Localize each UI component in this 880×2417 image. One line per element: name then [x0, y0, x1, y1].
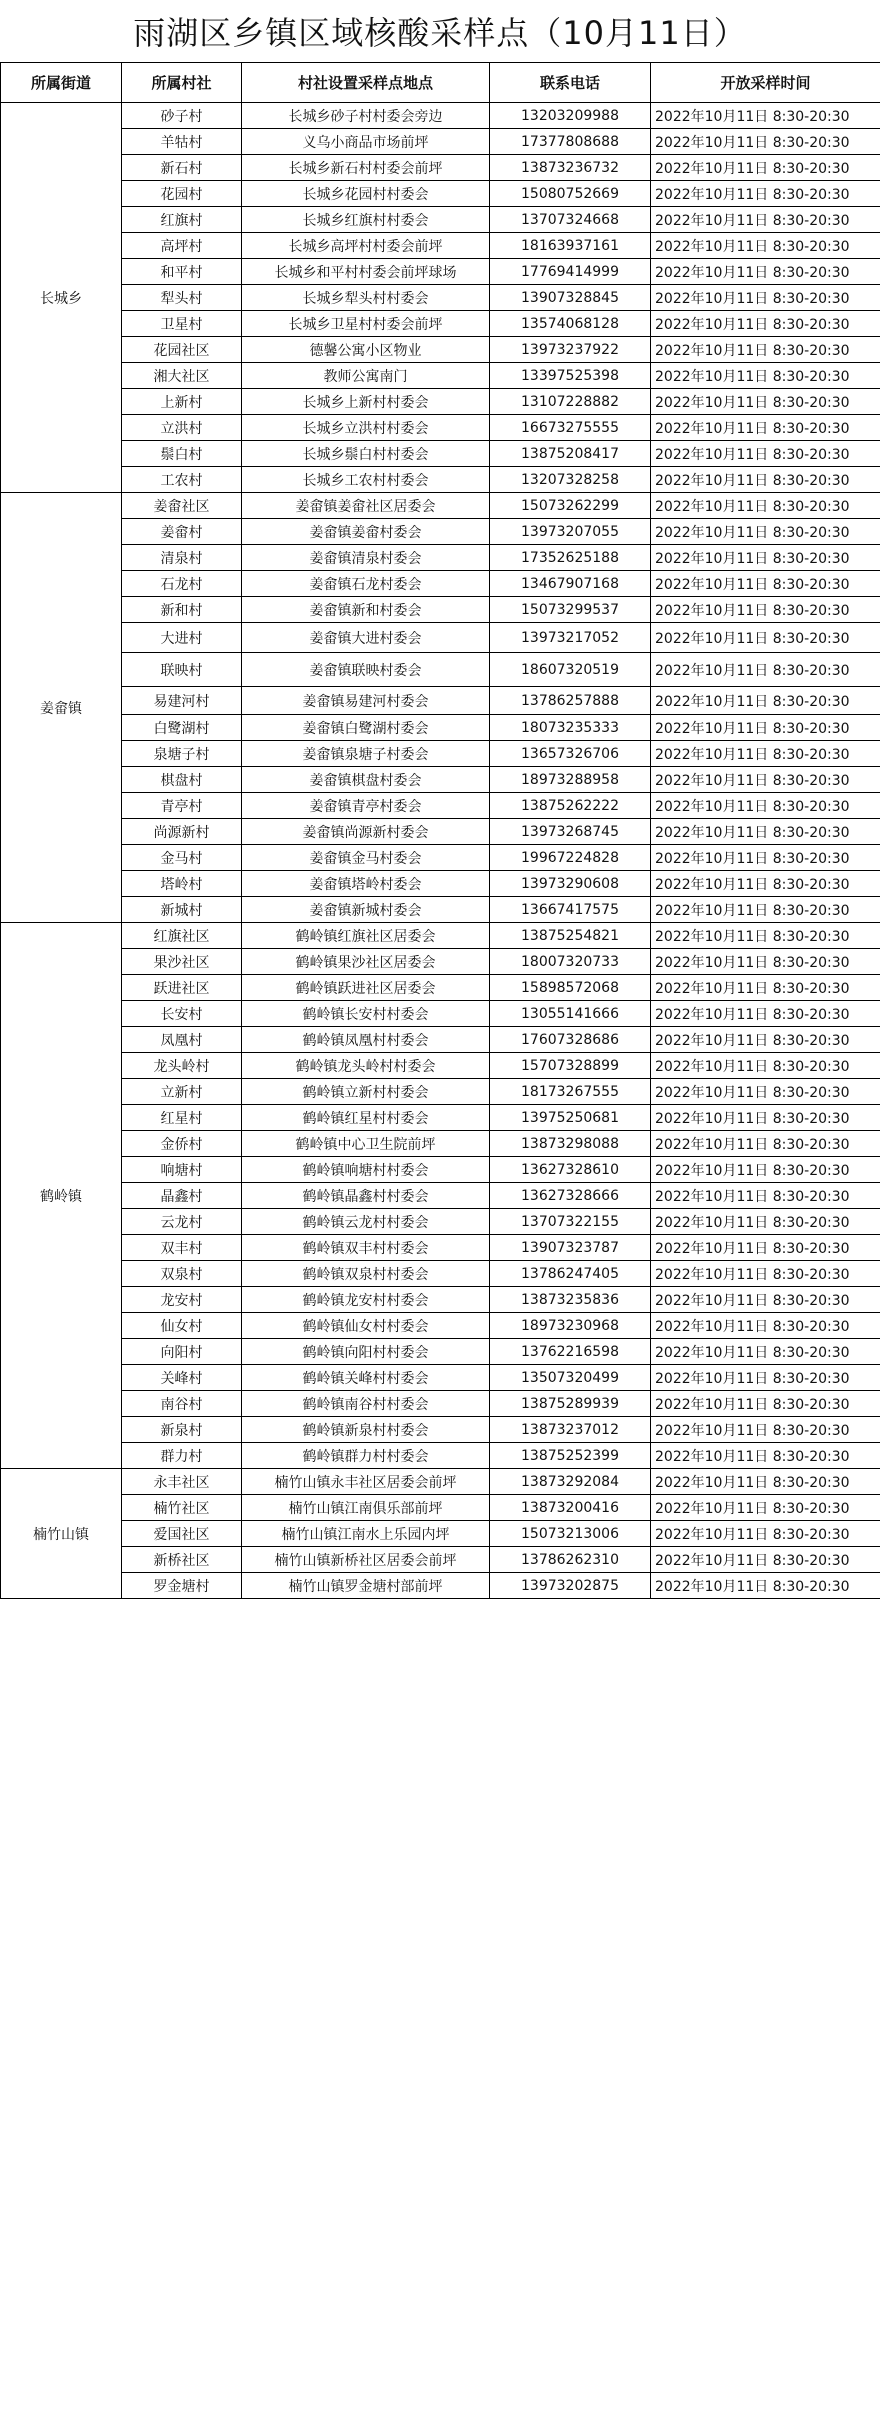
- table-row: [1, 1417, 880, 1443]
- table-row: [1, 259, 880, 285]
- table-row: [1, 103, 880, 129]
- village-cell: 南谷村: [122, 1391, 242, 1417]
- location-cell: 姜畲镇联映村委会: [242, 653, 490, 687]
- village-cell: 新和村: [122, 597, 242, 623]
- phone-cell: 13627328610: [490, 1157, 651, 1183]
- village-cell: 青亭村: [122, 793, 242, 819]
- phone-cell: 13907323787: [490, 1235, 651, 1261]
- location-cell: 姜畲镇塔岭村委会: [242, 871, 490, 897]
- time-cell: 2022年10月11日 8:30-20:30: [651, 363, 880, 389]
- village-cell: 犁头村: [122, 285, 242, 311]
- time-cell: 2022年10月11日 8:30-20:30: [651, 493, 880, 519]
- time-cell: 2022年10月11日 8:30-20:30: [651, 715, 880, 741]
- phone-cell: 13973202875: [490, 1573, 651, 1599]
- village-cell: 红星村: [122, 1105, 242, 1131]
- table-row: [1, 1469, 880, 1495]
- table-row: [1, 767, 880, 793]
- phone-cell: 13467907168: [490, 571, 651, 597]
- table-row: [1, 897, 880, 923]
- phone-cell: 15073213006: [490, 1521, 651, 1547]
- time-cell: 2022年10月11日 8:30-20:30: [651, 129, 880, 155]
- table-row: [1, 715, 880, 741]
- time-cell: 2022年10月11日 8:30-20:30: [651, 1001, 880, 1027]
- time-cell: 2022年10月11日 8:30-20:30: [651, 415, 880, 441]
- phone-cell: 13875262222: [490, 793, 651, 819]
- location-cell: 鹤岭镇双泉村村委会: [242, 1261, 490, 1287]
- phone-cell: 13875252399: [490, 1443, 651, 1469]
- location-cell: 鹤岭镇龙头岭村村委会: [242, 1053, 490, 1079]
- location-cell: 鹤岭镇红星村村委会: [242, 1105, 490, 1131]
- location-cell: 姜畲镇姜畲村委会: [242, 519, 490, 545]
- location-cell: 鹤岭镇向阳村村委会: [242, 1339, 490, 1365]
- phone-cell: 13907328845: [490, 285, 651, 311]
- location-cell: 鹤岭镇响塘村村委会: [242, 1157, 490, 1183]
- village-cell: 立新村: [122, 1079, 242, 1105]
- table-row: [1, 687, 880, 715]
- phone-cell: 13873236732: [490, 155, 651, 181]
- page-title: 雨湖区乡镇区域核酸采样点（10月11日）: [133, 14, 747, 52]
- village-cell: 上新村: [122, 389, 242, 415]
- village-cell: 双泉村: [122, 1261, 242, 1287]
- village-cell: 罗金塘村: [122, 1573, 242, 1599]
- location-cell: 长城乡鬃白村村委会: [242, 441, 490, 467]
- table-row: [1, 181, 880, 207]
- time-cell: 2022年10月11日 8:30-20:30: [651, 155, 880, 181]
- time-cell: 2022年10月11日 8:30-20:30: [651, 1469, 880, 1495]
- phone-cell: 13875289939: [490, 1391, 651, 1417]
- time-cell: 2022年10月11日 8:30-20:30: [651, 1105, 880, 1131]
- village-cell: 花园村: [122, 181, 242, 207]
- phone-cell: 18973288958: [490, 767, 651, 793]
- location-cell: 长城乡上新村村委会: [242, 389, 490, 415]
- phone-cell: 13875254821: [490, 923, 651, 949]
- location-cell: 姜畲镇青亭村委会: [242, 793, 490, 819]
- village-cell: 晶鑫村: [122, 1183, 242, 1209]
- location-cell: 鹤岭镇凤凰村村委会: [242, 1027, 490, 1053]
- phone-cell: 13973217052: [490, 623, 651, 653]
- village-cell: 响塘村: [122, 1157, 242, 1183]
- phone-cell: 13973237922: [490, 337, 651, 363]
- village-cell: 云龙村: [122, 1209, 242, 1235]
- time-cell: 2022年10月11日 8:30-20:30: [651, 519, 880, 545]
- phone-cell: 13507320499: [490, 1365, 651, 1391]
- village-cell: 龙头岭村: [122, 1053, 242, 1079]
- time-cell: 2022年10月11日 8:30-20:30: [651, 285, 880, 311]
- phone-cell: 15707328899: [490, 1053, 651, 1079]
- village-cell: 湘大社区: [122, 363, 242, 389]
- time-cell: 2022年10月11日 8:30-20:30: [651, 1443, 880, 1469]
- phone-cell: 13786247405: [490, 1261, 651, 1287]
- time-cell: 2022年10月11日 8:30-20:30: [651, 949, 880, 975]
- phone-cell: 18973230968: [490, 1313, 651, 1339]
- time-cell: 2022年10月11日 8:30-20:30: [651, 1235, 880, 1261]
- time-cell: 2022年10月11日 8:30-20:30: [651, 103, 880, 129]
- phone-cell: 13657326706: [490, 741, 651, 767]
- location-cell: 姜畲镇石龙村委会: [242, 571, 490, 597]
- village-cell: 泉塘子村: [122, 741, 242, 767]
- phone-cell: 15073299537: [490, 597, 651, 623]
- location-cell: 教师公寓南门: [242, 363, 490, 389]
- phone-cell: 19967224828: [490, 845, 651, 871]
- header-row: [1, 63, 880, 103]
- table-row: [1, 1209, 880, 1235]
- table-row: [1, 415, 880, 441]
- phone-cell: 13973268745: [490, 819, 651, 845]
- phone-cell: 17352625188: [490, 545, 651, 571]
- phone-cell: 13627328666: [490, 1183, 651, 1209]
- phone-cell: 13707322155: [490, 1209, 651, 1235]
- table-row: [1, 975, 880, 1001]
- phone-cell: 17607328686: [490, 1027, 651, 1053]
- location-cell: 长城乡红旗村村委会: [242, 207, 490, 233]
- time-cell: 2022年10月11日 8:30-20:30: [651, 1521, 880, 1547]
- phone-cell: 18607320519: [490, 653, 651, 687]
- location-cell: 姜畲镇清泉村委会: [242, 545, 490, 571]
- table-row: [1, 793, 880, 819]
- phone-cell: 17769414999: [490, 259, 651, 285]
- village-cell: 红旗社区: [122, 923, 242, 949]
- time-cell: 2022年10月11日 8:30-20:30: [651, 1131, 880, 1157]
- phone-cell: 13207328258: [490, 467, 651, 493]
- location-cell: 长城乡犁头村村委会: [242, 285, 490, 311]
- time-cell: 2022年10月11日 8:30-20:30: [651, 653, 880, 687]
- location-cell: 楠竹山镇江南俱乐部前坪: [242, 1495, 490, 1521]
- phone-cell: 13873298088: [490, 1131, 651, 1157]
- location-cell: 姜畲镇新城村委会: [242, 897, 490, 923]
- location-cell: 长城乡卫星村村委会前坪: [242, 311, 490, 337]
- time-cell: 2022年10月11日 8:30-20:30: [651, 623, 880, 653]
- village-cell: 向阳村: [122, 1339, 242, 1365]
- phone-cell: 18173267555: [490, 1079, 651, 1105]
- location-cell: 鹤岭镇立新村村委会: [242, 1079, 490, 1105]
- table-row: [1, 1287, 880, 1313]
- location-cell: 长城乡新石村村委会前坪: [242, 155, 490, 181]
- village-cell: 金侨村: [122, 1131, 242, 1157]
- phone-cell: 13873292084: [490, 1469, 651, 1495]
- phone-cell: 13973290608: [490, 871, 651, 897]
- table-row: [1, 1495, 880, 1521]
- time-cell: 2022年10月11日 8:30-20:30: [651, 1547, 880, 1573]
- location-cell: 姜畲镇大进村委会: [242, 623, 490, 653]
- location-cell: 长城乡立洪村村委会: [242, 415, 490, 441]
- village-cell: 新桥社区: [122, 1547, 242, 1573]
- location-cell: 鹤岭镇长安村村委会: [242, 1001, 490, 1027]
- time-cell: 2022年10月11日 8:30-20:30: [651, 793, 880, 819]
- header-street: 所属街道: [1, 63, 122, 103]
- time-cell: 2022年10月11日 8:30-20:30: [651, 1313, 880, 1339]
- table-row: [1, 1001, 880, 1027]
- table-row: [1, 845, 880, 871]
- time-cell: 2022年10月11日 8:30-20:30: [651, 1417, 880, 1443]
- table-row: [1, 741, 880, 767]
- village-cell: 砂子村: [122, 103, 242, 129]
- village-cell: 凤凰村: [122, 1027, 242, 1053]
- time-cell: 2022年10月11日 8:30-20:30: [651, 767, 880, 793]
- village-cell: 花园社区: [122, 337, 242, 363]
- location-cell: 鹤岭镇中心卫生院前坪: [242, 1131, 490, 1157]
- location-cell: 姜畲镇泉塘子村委会: [242, 741, 490, 767]
- table-row: [1, 1079, 880, 1105]
- header-phone: 联系电话: [490, 63, 651, 103]
- village-cell: 永丰社区: [122, 1469, 242, 1495]
- location-cell: 长城乡高坪村村委会前坪: [242, 233, 490, 259]
- location-cell: 姜畲镇白鹭湖村委会: [242, 715, 490, 741]
- time-cell: 2022年10月11日 8:30-20:30: [651, 741, 880, 767]
- village-cell: 姜畲社区: [122, 493, 242, 519]
- village-cell: 龙安村: [122, 1287, 242, 1313]
- location-cell: 鹤岭镇龙安村村委会: [242, 1287, 490, 1313]
- village-cell: 爱国社区: [122, 1521, 242, 1547]
- time-cell: 2022年10月11日 8:30-20:30: [651, 571, 880, 597]
- time-cell: 2022年10月11日 8:30-20:30: [651, 1183, 880, 1209]
- table-row: [1, 1235, 880, 1261]
- street-cell: 鹤岭镇: [1, 923, 122, 1469]
- table-row: [1, 1053, 880, 1079]
- village-cell: 石龙村: [122, 571, 242, 597]
- table-row: [1, 311, 880, 337]
- time-cell: 2022年10月11日 8:30-20:30: [651, 1495, 880, 1521]
- table-body: [1, 103, 880, 1599]
- table-row: [1, 623, 880, 653]
- time-cell: 2022年10月11日 8:30-20:30: [651, 923, 880, 949]
- village-cell: 跃进社区: [122, 975, 242, 1001]
- table-row: [1, 819, 880, 845]
- phone-cell: 16673275555: [490, 415, 651, 441]
- location-cell: 鹤岭镇群力村村委会: [242, 1443, 490, 1469]
- phone-cell: 13973207055: [490, 519, 651, 545]
- time-cell: 2022年10月11日 8:30-20:30: [651, 545, 880, 571]
- location-cell: 鹤岭镇跃进社区居委会: [242, 975, 490, 1001]
- location-cell: 长城乡花园村村委会: [242, 181, 490, 207]
- location-cell: 楠竹山镇永丰社区居委会前坪: [242, 1469, 490, 1495]
- table-row: [1, 1339, 880, 1365]
- location-cell: 姜畲镇新和村委会: [242, 597, 490, 623]
- table-row: [1, 1261, 880, 1287]
- phone-cell: 13667417575: [490, 897, 651, 923]
- location-cell: 鹤岭镇南谷村村委会: [242, 1391, 490, 1417]
- street-cell: 姜畲镇: [1, 493, 122, 923]
- phone-cell: 13873235836: [490, 1287, 651, 1313]
- village-cell: 仙女村: [122, 1313, 242, 1339]
- time-cell: 2022年10月11日 8:30-20:30: [651, 975, 880, 1001]
- table-row: [1, 155, 880, 181]
- phone-cell: 13203209988: [490, 103, 651, 129]
- time-cell: 2022年10月11日 8:30-20:30: [651, 233, 880, 259]
- village-cell: 塔岭村: [122, 871, 242, 897]
- village-cell: 双丰村: [122, 1235, 242, 1261]
- time-cell: 2022年10月11日 8:30-20:30: [651, 1287, 880, 1313]
- location-cell: 姜畲镇姜畲社区居委会: [242, 493, 490, 519]
- time-cell: 2022年10月11日 8:30-20:30: [651, 845, 880, 871]
- location-cell: 鹤岭镇关峰村村委会: [242, 1365, 490, 1391]
- location-cell: 姜畲镇棋盘村委会: [242, 767, 490, 793]
- table-row: [1, 1573, 880, 1599]
- table-row: [1, 1391, 880, 1417]
- phone-cell: 13397525398: [490, 363, 651, 389]
- time-cell: 2022年10月11日 8:30-20:30: [651, 311, 880, 337]
- table-row: [1, 1547, 880, 1573]
- time-cell: 2022年10月11日 8:30-20:30: [651, 687, 880, 715]
- table-row: [1, 1183, 880, 1209]
- time-cell: 2022年10月11日 8:30-20:30: [651, 1079, 880, 1105]
- phone-cell: 13875208417: [490, 441, 651, 467]
- table-row: [1, 923, 880, 949]
- phone-cell: 13873237012: [490, 1417, 651, 1443]
- table-row: [1, 949, 880, 975]
- village-cell: 新城村: [122, 897, 242, 923]
- village-cell: 群力村: [122, 1443, 242, 1469]
- phone-cell: 13873200416: [490, 1495, 651, 1521]
- table-row: [1, 1443, 880, 1469]
- village-cell: 易建河村: [122, 687, 242, 715]
- table-row: [1, 545, 880, 571]
- table-row: [1, 207, 880, 233]
- table-row: [1, 363, 880, 389]
- time-cell: 2022年10月11日 8:30-20:30: [651, 441, 880, 467]
- location-cell: 姜畲镇易建河村委会: [242, 687, 490, 715]
- village-cell: 大进村: [122, 623, 242, 653]
- time-cell: 2022年10月11日 8:30-20:30: [651, 207, 880, 233]
- header-time: 开放采样时间: [651, 63, 880, 103]
- village-cell: 金马村: [122, 845, 242, 871]
- table-row: [1, 1313, 880, 1339]
- table-row: [1, 467, 880, 493]
- phone-cell: 18073235333: [490, 715, 651, 741]
- table-row: [1, 1521, 880, 1547]
- village-cell: 高坪村: [122, 233, 242, 259]
- phone-cell: 13786262310: [490, 1547, 651, 1573]
- location-cell: 长城乡和平村村委会前坪球场: [242, 259, 490, 285]
- location-cell: 姜畲镇金马村委会: [242, 845, 490, 871]
- village-cell: 红旗村: [122, 207, 242, 233]
- street-cell: 楠竹山镇: [1, 1469, 122, 1599]
- table-row: [1, 337, 880, 363]
- table-row: [1, 1157, 880, 1183]
- village-cell: 果沙社区: [122, 949, 242, 975]
- village-cell: 尚源新村: [122, 819, 242, 845]
- table-row: [1, 233, 880, 259]
- time-cell: 2022年10月11日 8:30-20:30: [651, 1027, 880, 1053]
- village-cell: 羊牯村: [122, 129, 242, 155]
- location-cell: 德馨公寓小区物业: [242, 337, 490, 363]
- village-cell: 联映村: [122, 653, 242, 687]
- time-cell: 2022年10月11日 8:30-20:30: [651, 1261, 880, 1287]
- village-cell: 清泉村: [122, 545, 242, 571]
- table-row: [1, 1105, 880, 1131]
- time-cell: 2022年10月11日 8:30-20:30: [651, 1573, 880, 1599]
- phone-cell: 15898572068: [490, 975, 651, 1001]
- village-cell: 楠竹社区: [122, 1495, 242, 1521]
- time-cell: 2022年10月11日 8:30-20:30: [651, 1365, 880, 1391]
- header-village: 所属村社: [122, 63, 242, 103]
- table-row: [1, 1365, 880, 1391]
- phone-cell: 17377808688: [490, 129, 651, 155]
- time-cell: 2022年10月11日 8:30-20:30: [651, 819, 880, 845]
- village-cell: 卫星村: [122, 311, 242, 337]
- village-cell: 立洪村: [122, 415, 242, 441]
- village-cell: 白鹭湖村: [122, 715, 242, 741]
- location-cell: 鹤岭镇果沙社区居委会: [242, 949, 490, 975]
- village-cell: 新泉村: [122, 1417, 242, 1443]
- time-cell: 2022年10月11日 8:30-20:30: [651, 389, 880, 415]
- time-cell: 2022年10月11日 8:30-20:30: [651, 181, 880, 207]
- location-cell: 姜畲镇尚源新村委会: [242, 819, 490, 845]
- phone-cell: 15080752669: [490, 181, 651, 207]
- table-row: [1, 519, 880, 545]
- time-cell: 2022年10月11日 8:30-20:30: [651, 597, 880, 623]
- phone-cell: 13055141666: [490, 1001, 651, 1027]
- table-row: [1, 493, 880, 519]
- table-row: [1, 285, 880, 311]
- village-cell: 新石村: [122, 155, 242, 181]
- village-cell: 棋盘村: [122, 767, 242, 793]
- table-row: [1, 1131, 880, 1157]
- village-cell: 工农村: [122, 467, 242, 493]
- table-row: [1, 1027, 880, 1053]
- time-cell: 2022年10月11日 8:30-20:30: [651, 467, 880, 493]
- location-cell: 义乌小商品市场前坪: [242, 129, 490, 155]
- location-cell: 长城乡工农村村委会: [242, 467, 490, 493]
- phone-cell: 13574068128: [490, 311, 651, 337]
- time-cell: 2022年10月11日 8:30-20:30: [651, 897, 880, 923]
- village-cell: 鬃白村: [122, 441, 242, 467]
- location-cell: 鹤岭镇云龙村村委会: [242, 1209, 490, 1235]
- location-cell: 鹤岭镇晶鑫村村委会: [242, 1183, 490, 1209]
- phone-cell: 13786257888: [490, 687, 651, 715]
- location-cell: 楠竹山镇罗金塘村部前坪: [242, 1573, 490, 1599]
- table-row: [1, 597, 880, 623]
- location-cell: 长城乡砂子村村委会旁边: [242, 103, 490, 129]
- location-cell: 鹤岭镇新泉村村委会: [242, 1417, 490, 1443]
- table-row: [1, 571, 880, 597]
- street-cell: 长城乡: [1, 103, 122, 493]
- sampling-points-table: [0, 62, 880, 1599]
- phone-cell: 13762216598: [490, 1339, 651, 1365]
- village-cell: 和平村: [122, 259, 242, 285]
- phone-cell: 13975250681: [490, 1105, 651, 1131]
- table-row: [1, 129, 880, 155]
- phone-cell: 13107228882: [490, 389, 651, 415]
- table-row: [1, 653, 880, 687]
- location-cell: 鹤岭镇双丰村村委会: [242, 1235, 490, 1261]
- time-cell: 2022年10月11日 8:30-20:30: [651, 1053, 880, 1079]
- location-cell: 鹤岭镇红旗社区居委会: [242, 923, 490, 949]
- time-cell: 2022年10月11日 8:30-20:30: [651, 1209, 880, 1235]
- time-cell: 2022年10月11日 8:30-20:30: [651, 871, 880, 897]
- phone-cell: 18007320733: [490, 949, 651, 975]
- phone-cell: 15073262299: [490, 493, 651, 519]
- location-cell: 楠竹山镇新桥社区居委会前坪: [242, 1547, 490, 1573]
- time-cell: 2022年10月11日 8:30-20:30: [651, 1339, 880, 1365]
- time-cell: 2022年10月11日 8:30-20:30: [651, 1391, 880, 1417]
- table-row: [1, 871, 880, 897]
- village-cell: 关峰村: [122, 1365, 242, 1391]
- table-row: [1, 389, 880, 415]
- village-cell: 长安村: [122, 1001, 242, 1027]
- time-cell: 2022年10月11日 8:30-20:30: [651, 259, 880, 285]
- location-cell: 楠竹山镇江南水上乐园内坪: [242, 1521, 490, 1547]
- phone-cell: 13707324668: [490, 207, 651, 233]
- phone-cell: 18163937161: [490, 233, 651, 259]
- time-cell: 2022年10月11日 8:30-20:30: [651, 337, 880, 363]
- table-row: [1, 441, 880, 467]
- village-cell: 姜畲村: [122, 519, 242, 545]
- location-cell: 鹤岭镇仙女村村委会: [242, 1313, 490, 1339]
- time-cell: 2022年10月11日 8:30-20:30: [651, 1157, 880, 1183]
- header-location: 村社设置采样点地点: [242, 63, 490, 103]
